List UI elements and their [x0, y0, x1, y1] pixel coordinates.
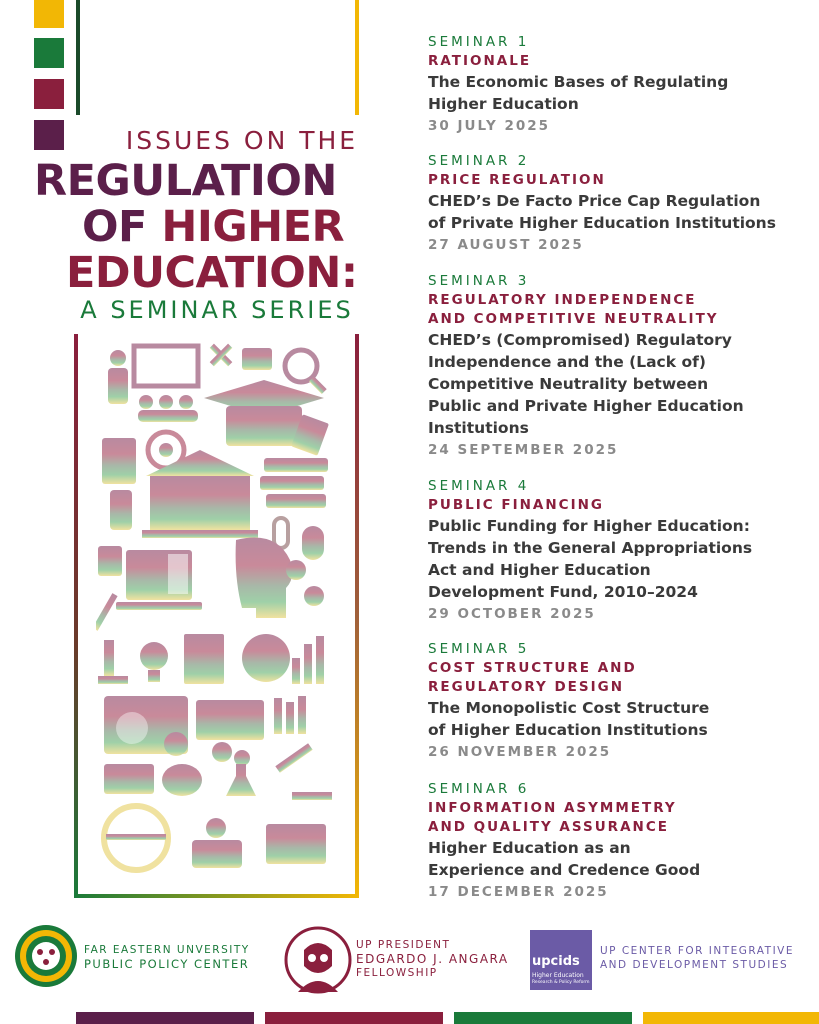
- seminar-title: Public and Private Higher Education: [428, 397, 744, 415]
- upcids-badge-text: upcids: [532, 954, 580, 969]
- angara-logo-text: [356, 938, 509, 980]
- seminar-theme: PUBLIC FINANCING: [428, 497, 604, 513]
- seminar-title: CHED’s De Facto Price Cap Regulation: [428, 192, 761, 210]
- seminar-number: SEMINAR 5: [428, 641, 530, 657]
- seminar-theme: REGULATORY DESIGN: [428, 679, 625, 695]
- angara-line-1: UP PRESIDENT: [356, 939, 451, 951]
- seminar-title: CHED’s (Compromised) Regulatory: [428, 331, 732, 349]
- feu-seal-logo: [14, 924, 78, 988]
- seminar-number: SEMINAR 1: [428, 34, 530, 50]
- upcids-line-2: AND DEVELOPMENT STUDIES: [600, 959, 789, 971]
- feu-logo-text: [84, 943, 250, 971]
- feu-line-2: PUBLIC POLICY CENTER: [84, 957, 250, 971]
- seminar-theme: AND QUALITY ASSURANCE: [428, 819, 669, 835]
- title-subtitle: A SEMINAR SERIES: [80, 296, 354, 324]
- bottom-bar-maroon: [265, 1012, 443, 1024]
- seminar-number: SEMINAR 2: [428, 153, 530, 169]
- seminar-title: Institutions: [428, 419, 529, 437]
- seminar-theme: INFORMATION ASYMMETRY: [428, 800, 677, 816]
- seminar-title: Trends in the General Appropriations: [428, 539, 753, 557]
- bottom-bar-yellow: [643, 1012, 819, 1024]
- seminar-title: of Higher Education Institutions: [428, 721, 708, 739]
- frame-line-top-left: [76, 0, 80, 115]
- seminar-date: 27 AUGUST 2025: [428, 237, 584, 253]
- deco-square-green: [34, 38, 64, 68]
- upcids-logo-text: [600, 944, 794, 972]
- seminar-1: [428, 33, 808, 137]
- seminar-title: Higher Education as an: [428, 839, 631, 857]
- seminar-5: [428, 640, 808, 763]
- frame-line-top-right: [355, 0, 359, 115]
- seminar-theme: COST STRUCTURE AND: [428, 660, 637, 676]
- seminar-date: 29 OCTOBER 2025: [428, 606, 596, 622]
- upcids-badge-sub-2: Research & Policy Reform: [532, 980, 590, 985]
- upcids-badge-sub-1: Higher Education: [532, 972, 584, 979]
- seminar-title: Competitive Neutrality between: [428, 375, 709, 393]
- angara-line-3: FELLOWSHIP: [356, 967, 438, 979]
- seminar-title: Independence and the (Lack of): [428, 353, 706, 371]
- title-line-1: ISSUES ON THE: [125, 126, 359, 155]
- seminar-theme: AND COMPETITIVE NEUTRALITY: [428, 311, 719, 327]
- seminar-number: SEMINAR 6: [428, 781, 530, 797]
- seminar-theme: RATIONALE: [428, 53, 532, 69]
- deco-square-yellow: [34, 0, 64, 28]
- seminar-title: The Monopolistic Cost Structure: [428, 699, 710, 717]
- seminar-title: Experience and Credence Good: [428, 861, 701, 879]
- upcids-badge-logo: [530, 930, 592, 990]
- seminar-date: 24 SEPTEMBER 2025: [428, 442, 619, 458]
- seminar-theme: PRICE REGULATION: [428, 172, 606, 188]
- angara-line-2: EDGARDO J. ANGARA: [356, 952, 509, 966]
- title-line-3a: OF: [82, 202, 162, 252]
- seminar-date: 26 NOVEMBER 2025: [428, 744, 612, 760]
- deco-square-maroon: [34, 79, 64, 109]
- deco-square-purple: [34, 120, 64, 150]
- seminar-title: The Economic Bases of Regulating: [428, 73, 729, 91]
- seminar-title: of Private Higher Education Institutions: [428, 214, 776, 232]
- seminar-title: Act and Higher Education: [428, 561, 651, 579]
- title-line-4: EDUCATION:: [66, 248, 358, 298]
- title-line-3b: HIGHER: [161, 202, 345, 252]
- seminar-6: [428, 780, 808, 903]
- bottom-bar-green: [454, 1012, 632, 1024]
- seminar-3: [428, 272, 808, 461]
- title-line-2: REGULATION: [34, 156, 337, 206]
- seminar-title: Higher Education: [428, 95, 579, 113]
- seminar-date: 30 JULY 2025: [428, 118, 551, 134]
- title-line-3: [82, 204, 344, 250]
- seminar-4: [428, 477, 808, 625]
- seminar-number: SEMINAR 4: [428, 478, 530, 494]
- feu-line-1: FAR EASTERN UNVERSITY: [84, 944, 250, 956]
- seminar-title: Public Funding for Higher Education:: [428, 517, 750, 535]
- seminar-title: Development Fund, 2010–2024: [428, 583, 698, 601]
- education-icons-illustration: [96, 340, 332, 880]
- seminar-number: SEMINAR 3: [428, 273, 530, 289]
- seminar-2: [428, 152, 808, 256]
- seminar-theme: REGULATORY INDEPENDENCE: [428, 292, 697, 308]
- seminar-date: 17 DECEMBER 2025: [428, 884, 609, 900]
- angara-portrait-logo: [284, 926, 352, 994]
- bottom-bar-purple: [76, 1012, 254, 1024]
- upcids-line-1: UP CENTER FOR INTEGRATIVE: [600, 945, 794, 957]
